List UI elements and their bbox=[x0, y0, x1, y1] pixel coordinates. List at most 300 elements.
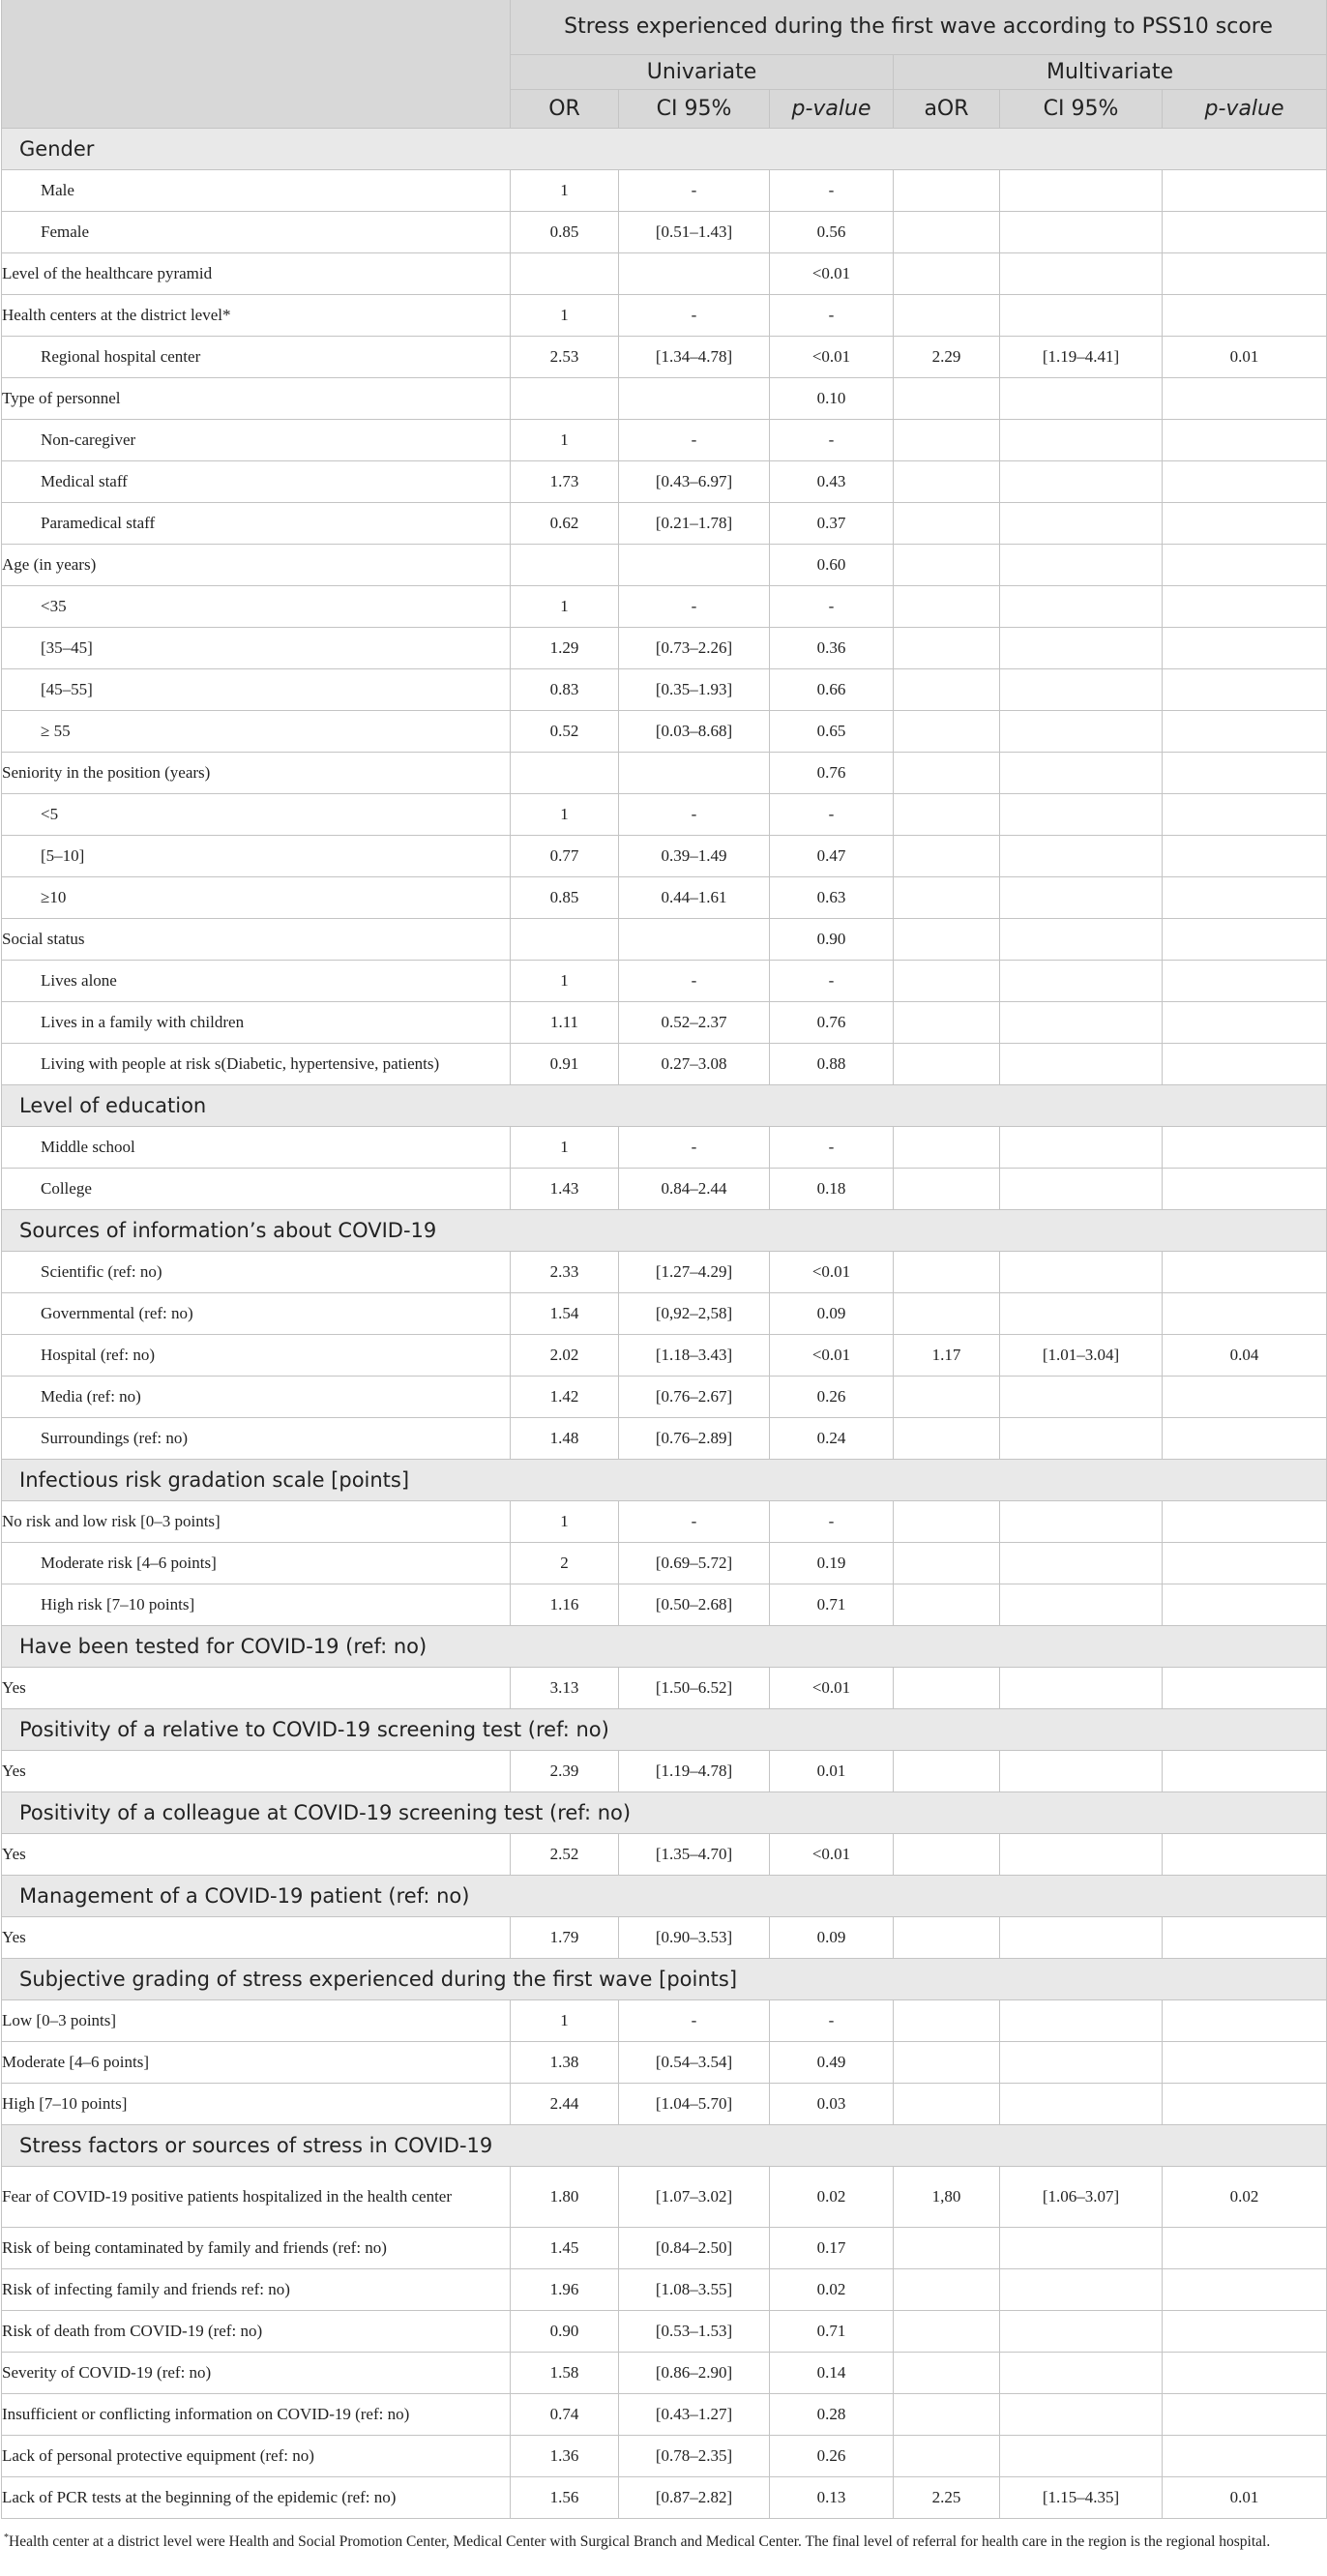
table-row bbox=[2, 960, 1327, 1001]
aci-cell bbox=[1000, 1126, 1163, 1168]
or-cell: 1.29 bbox=[511, 627, 619, 668]
aor-cell bbox=[894, 1750, 1000, 1791]
table-row bbox=[2, 2041, 1327, 2083]
row-label: [35–45] bbox=[2, 627, 511, 668]
table-row bbox=[2, 1542, 1327, 1584]
ap-value-cell bbox=[1163, 252, 1327, 294]
row-label: Moderate [4–6 points] bbox=[2, 2041, 511, 2083]
p-value-cell: 0.26 bbox=[770, 2435, 894, 2476]
row-label: High [7–10 points] bbox=[2, 2083, 511, 2124]
row-label: [45–55] bbox=[2, 668, 511, 710]
aci-cell: [1.15–4.35] bbox=[1000, 2476, 1163, 2518]
ap-value-cell: 0.01 bbox=[1163, 336, 1327, 377]
or-cell: 0.90 bbox=[511, 2310, 619, 2352]
table-row bbox=[2, 1376, 1327, 1417]
ci-cell: [0.69–5.72] bbox=[619, 1542, 770, 1584]
section-header-row bbox=[2, 1459, 1327, 1500]
ci-cell: [1.34–4.78] bbox=[619, 336, 770, 377]
row-label: Severity of COVID-19 (ref: no) bbox=[2, 2352, 511, 2393]
aor-cell bbox=[894, 1916, 1000, 1958]
or-cell: 1.38 bbox=[511, 2041, 619, 2083]
aci-cell bbox=[1000, 502, 1163, 544]
row-label: Yes bbox=[2, 1750, 511, 1791]
or-cell bbox=[511, 544, 619, 585]
table-title: Stress experienced during the first wave according to PSS10 score bbox=[511, 0, 1327, 54]
ap-value-cell bbox=[1163, 1667, 1327, 1708]
table-row bbox=[2, 2476, 1327, 2518]
or-cell: 1 bbox=[511, 1126, 619, 1168]
aci-cell bbox=[1000, 1417, 1163, 1459]
table-row bbox=[2, 1334, 1327, 1376]
p-value-cell: 0.88 bbox=[770, 1043, 894, 1084]
table-row bbox=[2, 876, 1327, 918]
section-label: Positivity of a relative to COVID-19 screening test (ref: no) bbox=[2, 1708, 1327, 1750]
p-value-cell: 0.43 bbox=[770, 460, 894, 502]
aci-cell bbox=[1000, 1376, 1163, 1417]
ap-value-cell bbox=[1163, 1500, 1327, 1542]
aci-cell bbox=[1000, 2352, 1163, 2393]
column-header-p-value: p-value bbox=[770, 89, 894, 128]
ap-value-cell bbox=[1163, 627, 1327, 668]
aci-cell: [1.06–3.07] bbox=[1000, 2166, 1163, 2227]
p-value-cell: 0.56 bbox=[770, 211, 894, 252]
aci-cell bbox=[1000, 876, 1163, 918]
ap-value-cell bbox=[1163, 2310, 1327, 2352]
section-header-row bbox=[2, 1625, 1327, 1667]
row-label: Risk of death from COVID-19 (ref: no) bbox=[2, 2310, 511, 2352]
aor-cell bbox=[894, 1251, 1000, 1292]
or-cell: 1 bbox=[511, 960, 619, 1001]
aor-cell bbox=[894, 2083, 1000, 2124]
or-cell: 1.80 bbox=[511, 2166, 619, 2227]
p-value-cell: <0.01 bbox=[770, 252, 894, 294]
ci-cell: [0.43–6.97] bbox=[619, 460, 770, 502]
row-label: Fear of COVID-19 positive patients hospitalized in the health center bbox=[2, 2166, 511, 2227]
row-label: Living with people at risk s(Diabetic, hypertensive, patients) bbox=[2, 1043, 511, 1084]
aci-cell bbox=[1000, 2393, 1163, 2435]
ap-value-cell bbox=[1163, 1584, 1327, 1625]
row-label: Type of personnel bbox=[2, 377, 511, 419]
aor-cell bbox=[894, 1542, 1000, 1584]
aci-cell bbox=[1000, 2227, 1163, 2268]
p-value-cell: - bbox=[770, 1500, 894, 1542]
ap-value-cell bbox=[1163, 1833, 1327, 1875]
row-label: No risk and low risk [0–3 points] bbox=[2, 1500, 511, 1542]
label-column-header bbox=[2, 0, 511, 128]
row-label: Yes bbox=[2, 1667, 511, 1708]
aor-cell bbox=[894, 1168, 1000, 1209]
aci-cell bbox=[1000, 544, 1163, 585]
p-value-cell: - bbox=[770, 960, 894, 1001]
ap-value-cell bbox=[1163, 377, 1327, 419]
or-cell: 1.79 bbox=[511, 1916, 619, 1958]
or-cell: 1.48 bbox=[511, 1417, 619, 1459]
aci-cell bbox=[1000, 211, 1163, 252]
aor-cell bbox=[894, 752, 1000, 793]
p-value-cell: 0.09 bbox=[770, 1916, 894, 1958]
table-row bbox=[2, 211, 1327, 252]
aci-cell bbox=[1000, 752, 1163, 793]
column-header-aor: aOR bbox=[894, 89, 1000, 128]
aci-cell bbox=[1000, 1500, 1163, 1542]
table-row bbox=[2, 1292, 1327, 1334]
aor-cell bbox=[894, 918, 1000, 960]
or-cell: 1.42 bbox=[511, 1376, 619, 1417]
ap-value-cell bbox=[1163, 419, 1327, 460]
aor-cell bbox=[894, 2041, 1000, 2083]
table-row bbox=[2, 336, 1327, 377]
p-value-cell: 0.09 bbox=[770, 1292, 894, 1334]
or-cell bbox=[511, 918, 619, 960]
aci-cell bbox=[1000, 585, 1163, 627]
or-cell: 1 bbox=[511, 1500, 619, 1542]
table-row bbox=[2, 1667, 1327, 1708]
column-header-ci: CI 95% bbox=[619, 89, 770, 128]
row-label: Level of the healthcare pyramid bbox=[2, 252, 511, 294]
or-cell: 1 bbox=[511, 585, 619, 627]
row-label: Non-caregiver bbox=[2, 419, 511, 460]
p-value-cell: - bbox=[770, 585, 894, 627]
or-cell bbox=[511, 377, 619, 419]
row-label: Lives in a family with children bbox=[2, 1001, 511, 1043]
ci-cell: - bbox=[619, 419, 770, 460]
p-value-cell: 0.66 bbox=[770, 668, 894, 710]
section-label: Infectious risk gradation scale [points] bbox=[2, 1459, 1327, 1500]
aci-cell bbox=[1000, 1916, 1163, 1958]
p-value-cell: 0.71 bbox=[770, 2310, 894, 2352]
or-cell: 0.52 bbox=[511, 710, 619, 752]
table-row bbox=[2, 627, 1327, 668]
aor-cell bbox=[894, 460, 1000, 502]
table-row bbox=[2, 1168, 1327, 1209]
ci-cell: 0.39–1.49 bbox=[619, 835, 770, 876]
or-cell: 1.11 bbox=[511, 1001, 619, 1043]
section-label: Subjective grading of stress experienced during the first wave [points] bbox=[2, 1958, 1327, 1999]
aci-cell bbox=[1000, 1168, 1163, 1209]
table-body bbox=[2, 128, 1327, 2518]
p-value-cell: 0.90 bbox=[770, 918, 894, 960]
or-cell: 0.62 bbox=[511, 502, 619, 544]
ci-cell: - bbox=[619, 294, 770, 336]
ap-value-cell: 0.01 bbox=[1163, 2476, 1327, 2518]
ci-cell: - bbox=[619, 169, 770, 211]
row-label: Age (in years) bbox=[2, 544, 511, 585]
table-row bbox=[2, 793, 1327, 835]
ci-cell: 0.84–2.44 bbox=[619, 1168, 770, 1209]
or-cell: 1.54 bbox=[511, 1292, 619, 1334]
section-label: Level of education bbox=[2, 1084, 1327, 1126]
section-label: Positivity of a colleague at COVID-19 screening test (ref: no) bbox=[2, 1791, 1327, 1833]
table-row bbox=[2, 1500, 1327, 1542]
ci-cell: 0.27–3.08 bbox=[619, 1043, 770, 1084]
aci-cell bbox=[1000, 2435, 1163, 2476]
p-value-cell: <0.01 bbox=[770, 1251, 894, 1292]
aor-cell bbox=[894, 1999, 1000, 2041]
table-row bbox=[2, 377, 1327, 419]
aor-cell: 2.29 bbox=[894, 336, 1000, 377]
table-row bbox=[2, 2268, 1327, 2310]
or-cell: 0.83 bbox=[511, 668, 619, 710]
or-cell bbox=[511, 752, 619, 793]
p-value-cell: 0.47 bbox=[770, 835, 894, 876]
aor-cell bbox=[894, 169, 1000, 211]
ci-cell: [0.76–2.67] bbox=[619, 1376, 770, 1417]
table-row bbox=[2, 1916, 1327, 1958]
aor-cell bbox=[894, 1292, 1000, 1334]
aor-cell bbox=[894, 2352, 1000, 2393]
p-value-cell: 0.76 bbox=[770, 1001, 894, 1043]
section-header-row bbox=[2, 1209, 1327, 1251]
row-label: [5–10] bbox=[2, 835, 511, 876]
aor-cell bbox=[894, 668, 1000, 710]
ap-value-cell bbox=[1163, 752, 1327, 793]
row-label: ≥10 bbox=[2, 876, 511, 918]
ci-cell: - bbox=[619, 793, 770, 835]
row-label: Risk of being contaminated by family and friends (ref: no) bbox=[2, 2227, 511, 2268]
aci-cell bbox=[1000, 960, 1163, 1001]
ci-cell: [0.35–1.93] bbox=[619, 668, 770, 710]
or-cell: 1.58 bbox=[511, 2352, 619, 2393]
aor-cell: 1,80 bbox=[894, 2166, 1000, 2227]
row-label: Regional hospital center bbox=[2, 336, 511, 377]
table-row bbox=[2, 1417, 1327, 1459]
aci-cell bbox=[1000, 1750, 1163, 1791]
aor-cell bbox=[894, 1667, 1000, 1708]
or-cell: 1 bbox=[511, 294, 619, 336]
section-header-row bbox=[2, 1791, 1327, 1833]
aci-cell: [1.19–4.41] bbox=[1000, 336, 1163, 377]
table-row bbox=[2, 2393, 1327, 2435]
p-value-cell: 0.65 bbox=[770, 710, 894, 752]
aci-cell bbox=[1000, 710, 1163, 752]
row-label: Medical staff bbox=[2, 460, 511, 502]
p-value-cell: <0.01 bbox=[770, 1833, 894, 1875]
section-label: Management of a COVID-19 patient (ref: no) bbox=[2, 1875, 1327, 1916]
aor-cell bbox=[894, 710, 1000, 752]
row-label: ≥ 55 bbox=[2, 710, 511, 752]
ap-value-cell: 0.02 bbox=[1163, 2166, 1327, 2227]
ap-value-cell bbox=[1163, 710, 1327, 752]
aci-cell bbox=[1000, 294, 1163, 336]
row-label: Yes bbox=[2, 1833, 511, 1875]
ap-value-cell bbox=[1163, 876, 1327, 918]
aor-cell bbox=[894, 252, 1000, 294]
or-cell: 1.56 bbox=[511, 2476, 619, 2518]
footnote-text: Health center at a district level were Health and Social Promotion Center, Medical Center with Surgical Branch and Medical Center. The final level of referral for health care in the region is the regional hospital. bbox=[9, 2533, 1271, 2551]
row-label: <5 bbox=[2, 793, 511, 835]
p-value-cell: - bbox=[770, 793, 894, 835]
or-cell: 2 bbox=[511, 1542, 619, 1584]
ap-value-cell bbox=[1163, 793, 1327, 835]
or-cell: 2.44 bbox=[511, 2083, 619, 2124]
ap-value-cell bbox=[1163, 169, 1327, 211]
p-value-cell: 0.71 bbox=[770, 1584, 894, 1625]
aci-cell bbox=[1000, 627, 1163, 668]
ap-value-cell bbox=[1163, 1999, 1327, 2041]
section-header-row bbox=[2, 1708, 1327, 1750]
or-cell: 1.36 bbox=[511, 2435, 619, 2476]
row-label: Surroundings (ref: no) bbox=[2, 1417, 511, 1459]
column-header-ap-value: p-value bbox=[1163, 89, 1327, 128]
row-label: College bbox=[2, 1168, 511, 1209]
ci-cell: [1.19–4.78] bbox=[619, 1750, 770, 1791]
aor-cell: 2.25 bbox=[894, 2476, 1000, 2518]
row-label: Hospital (ref: no) bbox=[2, 1334, 511, 1376]
table-row bbox=[2, 710, 1327, 752]
or-cell: 2.33 bbox=[511, 1251, 619, 1292]
p-value-cell: 0.18 bbox=[770, 1168, 894, 1209]
ap-value-cell bbox=[1163, 918, 1327, 960]
row-label: Risk of infecting family and friends ref: no) bbox=[2, 2268, 511, 2310]
aor-cell bbox=[894, 502, 1000, 544]
aci-cell bbox=[1000, 2310, 1163, 2352]
ci-cell: [0.76–2.89] bbox=[619, 1417, 770, 1459]
ci-cell: [0.84–2.50] bbox=[619, 2227, 770, 2268]
or-cell: 0.91 bbox=[511, 1043, 619, 1084]
ci-cell bbox=[619, 544, 770, 585]
aor-cell bbox=[894, 585, 1000, 627]
row-label: Male bbox=[2, 169, 511, 211]
footnote-mark: * bbox=[4, 2532, 9, 2543]
ci-cell: - bbox=[619, 585, 770, 627]
p-value-cell: <0.01 bbox=[770, 336, 894, 377]
ci-cell: - bbox=[619, 960, 770, 1001]
aor-cell bbox=[894, 1833, 1000, 1875]
or-cell: 2.52 bbox=[511, 1833, 619, 1875]
p-value-cell: 0.60 bbox=[770, 544, 894, 585]
ap-value-cell bbox=[1163, 1168, 1327, 1209]
ci-cell: - bbox=[619, 1500, 770, 1542]
ci-cell: [0.21–1.78] bbox=[619, 502, 770, 544]
table-row bbox=[2, 2352, 1327, 2393]
aci-cell bbox=[1000, 252, 1163, 294]
aor-cell bbox=[894, 2393, 1000, 2435]
ap-value-cell bbox=[1163, 1542, 1327, 1584]
aci-cell: [1.01–3.04] bbox=[1000, 1334, 1163, 1376]
ap-value-cell bbox=[1163, 1001, 1327, 1043]
results-table bbox=[1, 0, 1327, 2519]
aor-cell bbox=[894, 419, 1000, 460]
or-cell: 1 bbox=[511, 793, 619, 835]
or-cell: 0.74 bbox=[511, 2393, 619, 2435]
row-label: Governmental (ref: no) bbox=[2, 1292, 511, 1334]
ap-value-cell bbox=[1163, 960, 1327, 1001]
or-cell: 0.85 bbox=[511, 876, 619, 918]
p-value-cell: 0.17 bbox=[770, 2227, 894, 2268]
aor-cell bbox=[894, 835, 1000, 876]
table-row bbox=[2, 460, 1327, 502]
or-cell: 0.77 bbox=[511, 835, 619, 876]
or-cell: 1 bbox=[511, 169, 619, 211]
section-header-row bbox=[2, 1875, 1327, 1916]
ci-cell: [1.08–3.55] bbox=[619, 2268, 770, 2310]
ci-cell: - bbox=[619, 1126, 770, 1168]
p-value-cell: 0.02 bbox=[770, 2268, 894, 2310]
table-row bbox=[2, 169, 1327, 211]
table-row bbox=[2, 2435, 1327, 2476]
aor-cell bbox=[894, 876, 1000, 918]
ci-cell: [0.73–2.26] bbox=[619, 627, 770, 668]
ap-value-cell bbox=[1163, 2083, 1327, 2124]
aor-cell bbox=[894, 2435, 1000, 2476]
ap-value-cell bbox=[1163, 1916, 1327, 1958]
ci-cell bbox=[619, 918, 770, 960]
ci-cell: [0.50–2.68] bbox=[619, 1584, 770, 1625]
table-row bbox=[2, 585, 1327, 627]
ci-cell: - bbox=[619, 1999, 770, 2041]
row-label: Low [0–3 points] bbox=[2, 1999, 511, 2041]
table-row bbox=[2, 1750, 1327, 1791]
aci-cell bbox=[1000, 668, 1163, 710]
table-row bbox=[2, 2083, 1327, 2124]
or-cell: 1.43 bbox=[511, 1168, 619, 1209]
univariate-header: Univariate bbox=[511, 54, 894, 89]
aor-cell bbox=[894, 294, 1000, 336]
aci-cell bbox=[1000, 2041, 1163, 2083]
ci-cell: [1.50–6.52] bbox=[619, 1667, 770, 1708]
table-row bbox=[2, 294, 1327, 336]
ap-value-cell bbox=[1163, 1292, 1327, 1334]
aci-cell bbox=[1000, 1833, 1163, 1875]
ap-value-cell bbox=[1163, 585, 1327, 627]
aor-cell bbox=[894, 2310, 1000, 2352]
ci-cell: [0.78–2.35] bbox=[619, 2435, 770, 2476]
section-label: Sources of information’s about COVID-19 bbox=[2, 1209, 1327, 1251]
ap-value-cell bbox=[1163, 668, 1327, 710]
p-value-cell: 0.36 bbox=[770, 627, 894, 668]
ap-value-cell bbox=[1163, 1251, 1327, 1292]
row-label: Middle school bbox=[2, 1126, 511, 1168]
ap-value-cell bbox=[1163, 2393, 1327, 2435]
ci-cell: [0.86–2.90] bbox=[619, 2352, 770, 2393]
p-value-cell: 0.24 bbox=[770, 1417, 894, 1459]
ci-cell: [0.54–3.54] bbox=[619, 2041, 770, 2083]
ci-cell bbox=[619, 752, 770, 793]
table-row bbox=[2, 502, 1327, 544]
or-cell: 1.16 bbox=[511, 1584, 619, 1625]
p-value-cell: 0.26 bbox=[770, 1376, 894, 1417]
ap-value-cell bbox=[1163, 460, 1327, 502]
multivariate-header: Multivariate bbox=[894, 54, 1327, 89]
or-cell: 2.53 bbox=[511, 336, 619, 377]
row-label: Lack of personal protective equipment (ref: no) bbox=[2, 2435, 511, 2476]
p-value-cell: - bbox=[770, 1999, 894, 2041]
table-row bbox=[2, 752, 1327, 793]
row-label: Health centers at the district level* bbox=[2, 294, 511, 336]
ap-value-cell bbox=[1163, 1750, 1327, 1791]
ap-value-cell bbox=[1163, 2268, 1327, 2310]
p-value-cell: 0.63 bbox=[770, 876, 894, 918]
table-row bbox=[2, 1126, 1327, 1168]
ap-value-cell bbox=[1163, 2227, 1327, 2268]
aci-cell bbox=[1000, 835, 1163, 876]
aci-cell bbox=[1000, 419, 1163, 460]
p-value-cell: 0.10 bbox=[770, 377, 894, 419]
section-label: Stress factors or sources of stress in COVID-19 bbox=[2, 2124, 1327, 2166]
aor-cell bbox=[894, 1043, 1000, 1084]
table-row bbox=[2, 835, 1327, 876]
row-label: Lack of PCR tests at the beginning of the epidemic (ref: no) bbox=[2, 2476, 511, 2518]
or-cell: 1.96 bbox=[511, 2268, 619, 2310]
p-value-cell: 0.49 bbox=[770, 2041, 894, 2083]
row-label: High risk [7–10 points] bbox=[2, 1584, 511, 1625]
aci-cell bbox=[1000, 169, 1163, 211]
table-row bbox=[2, 1001, 1327, 1043]
ci-cell: [1.35–4.70] bbox=[619, 1833, 770, 1875]
row-label: Insufficient or conflicting information on COVID-19 (ref: no) bbox=[2, 2393, 511, 2435]
aci-cell bbox=[1000, 1251, 1163, 1292]
aci-cell bbox=[1000, 1001, 1163, 1043]
